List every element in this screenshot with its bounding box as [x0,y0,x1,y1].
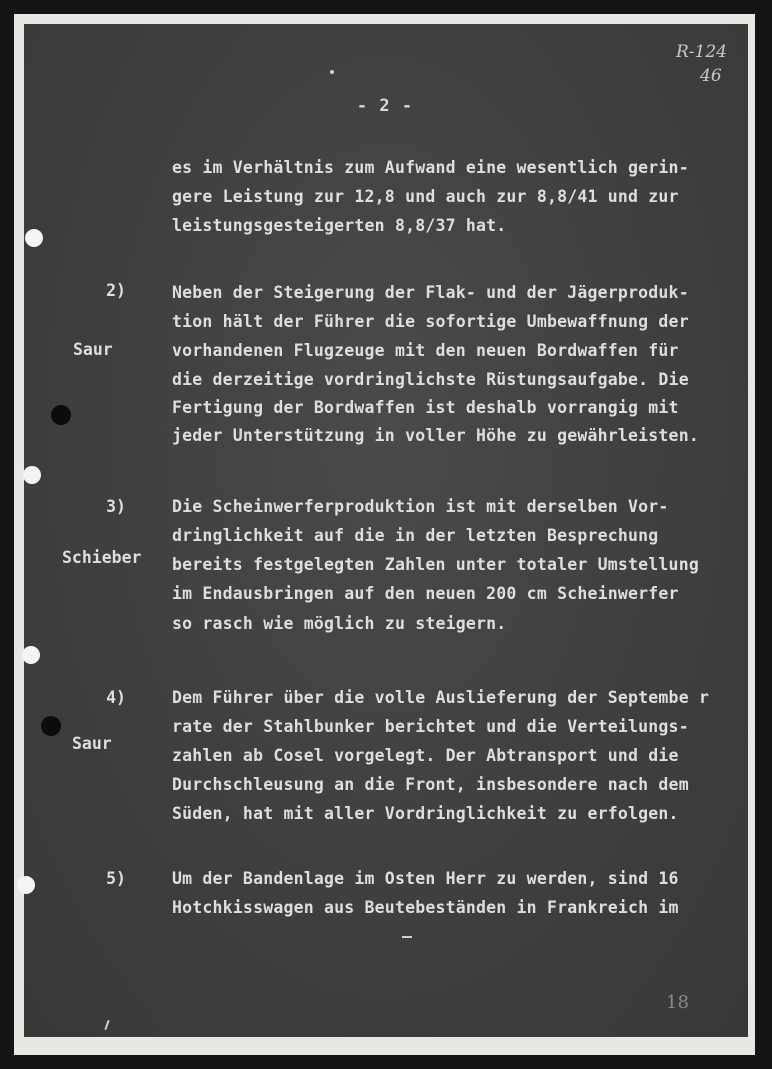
item-line: so rasch wie möglich zu steigern. [172,614,507,633]
punch-hole [41,716,61,736]
item-number: 3) [106,497,126,516]
item-line: Fertigung der Bordwaffen ist deshalb vorrangig mit [172,398,679,417]
item-line: im Endausbringen auf den neuen 200 cm Scheinwerfer [172,584,679,603]
item-line: dringlichkeit auf die in der letzten Besprechung [172,526,659,545]
item-line: zahlen ab Cosel vorgelegt. Der Abtransport und die [172,746,679,765]
item-number: 4) [106,688,126,707]
item-responsible-name: Schieber [62,548,142,567]
dust-speck [330,70,334,74]
item-line: bereits festgelegten Zahlen unter totaler Umstellung [172,555,699,574]
folio-number: 18 [666,992,689,1013]
item-line: Dem Führer über die volle Auslieferung der Septembe r [172,688,710,707]
dust-speck [402,936,412,938]
punch-hole [23,466,41,484]
item-responsible-name: Saur [73,340,113,359]
punch-hole [51,405,71,425]
item-line: die derzeitige vordringlichste Rüstungsaufgabe. Die [172,370,689,389]
item-line: Hotchkisswagen aus Beutebeständen in Frankreich im [172,898,679,917]
item-line: jeder Unterstützung in voller Höhe zu gewährleisten. [172,426,699,445]
item-line: Durchschleusung an die Front, insbesondere nach dem [172,775,689,794]
item-line: tion hält der Führer die sofortige Umbewaffnung der [172,312,689,331]
item-responsible-name: Saur [72,734,112,753]
intro-line: gere Leistung zur 12,8 und auch zur 8,8/41 und zur [172,187,679,206]
punch-hole [22,646,40,664]
archive-mark [676,40,746,88]
punch-hole [17,876,35,894]
page-number: - 2 - [356,96,414,116]
item-number: 2) [106,281,126,300]
item-line: Um der Bandenlage im Osten Herr zu werden, sind 16 [172,869,679,888]
punch-hole [25,229,43,247]
item-line: rate der Stahlbunker berichtet und die Verteilungs- [172,717,689,736]
intro-line: es im Verhältnis zum Aufwand eine wesentlich gerin- [172,158,689,177]
archive-mark-line1: R-124 [676,42,727,62]
intro-line: leistungsgesteigerten 8,8/37 hat. [172,216,507,235]
item-number: 5) [106,869,126,888]
item-line: Die Scheinwerferproduktion ist mit derselben Vor- [172,497,669,516]
archive-mark-line2: 46 [700,66,722,86]
item-line: vorhandenen Flugzeuge mit den neuen Bordwaffen für [172,341,679,360]
item-line: Neben der Steigerung der Flak- und der Jägerproduk- [172,283,689,302]
item-line: Süden, hat mit aller Vordringlichkeit zu erfolgen. [172,804,679,823]
